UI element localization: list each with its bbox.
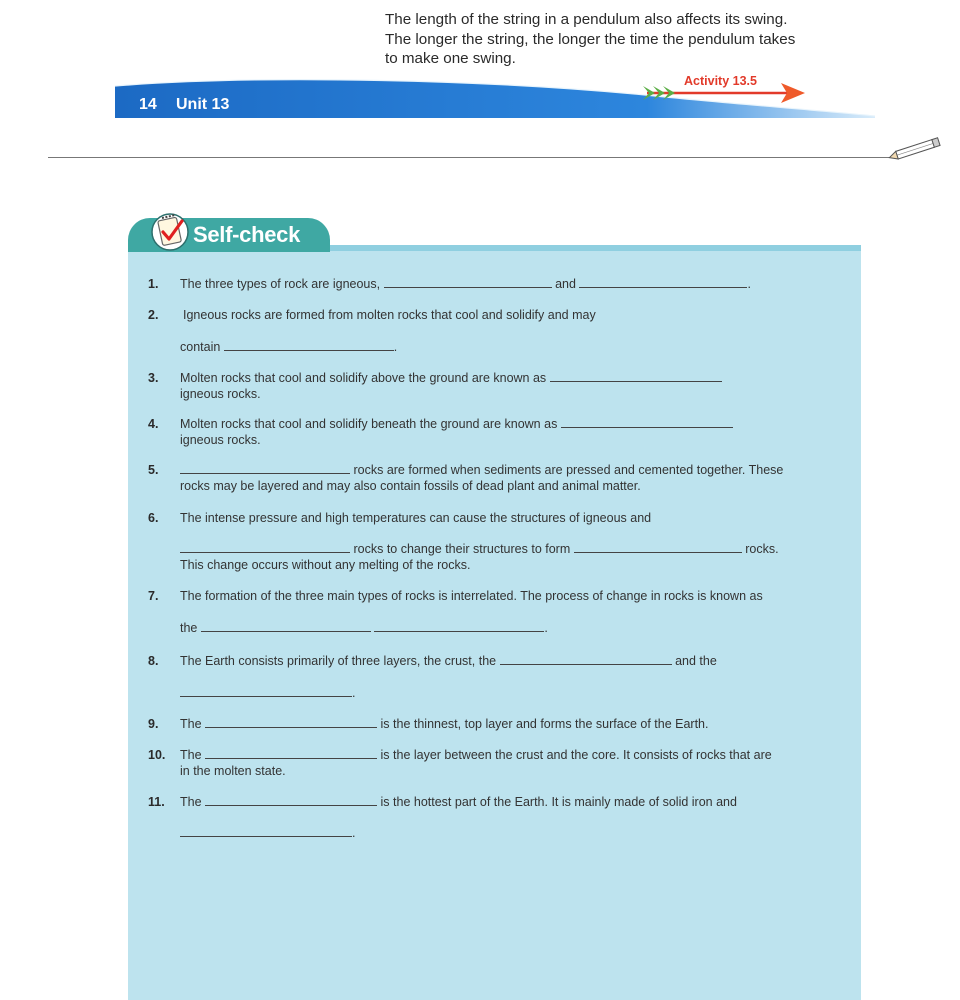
question-text: The Earth consists primarily of three layers, the crust, the [180,654,497,668]
question-text: Molten rocks that cool and solidify above the ground are known as [180,371,547,385]
question-text: and the [675,654,717,668]
intro-line: The length of the string in a pendulum also affects its swing. [385,11,788,28]
question-9 [180,717,708,731]
question-text: The [180,795,202,809]
question-text: contain [180,340,221,354]
question-number: 6. [148,511,159,525]
unit-label: Unit 13 [176,96,230,113]
question-text: is the hottest part of the Earth. It is mainly made of solid iron and [380,795,737,809]
answer-blank[interactable] [201,621,371,632]
answer-blank[interactable] [205,748,377,759]
answer-blank[interactable] [500,654,672,665]
question-text: The formation of the three main types of rocks is interrelated. The process of change in rocks is known as [180,589,763,603]
question-7-line2: the . [180,621,548,635]
question-3 [180,371,722,385]
answer-blank[interactable] [561,417,733,428]
answer-blank[interactable] [550,371,722,382]
question-text: Molten rocks that cool and solidify beneath the ground are known as [180,417,558,431]
answer-blank[interactable] [205,717,377,728]
question-number: 2. [148,308,159,322]
question-text: rocks are formed when sediments are pressed and cemented together. These [353,463,784,477]
question-text: Igneous rocks are formed from molten rocks that cool and solidify and may [183,308,596,322]
question-text: igneous rocks. [180,387,261,401]
answer-blank[interactable] [180,542,350,553]
intro-line: The longer the string, the longer the time the pendulum takes [385,30,796,48]
question-number: 7. [148,589,159,603]
answer-blank[interactable] [579,277,747,288]
question-11-line2: . [180,826,355,840]
question-text: This change occurs without any melting of the rocks. [180,558,471,572]
question-8 [180,654,717,668]
question-number: 8. [148,654,159,668]
question-number: 5. [148,463,159,477]
answer-blank[interactable] [574,542,742,553]
question-text: The [180,717,202,731]
question-1: The three types of rock are igneous, and . [180,277,751,291]
question-number: 9. [148,717,159,731]
question-text: rocks may be layered and may also contain fossils of dead plant and animal matter. [180,479,641,493]
question-text: The [180,748,202,762]
answer-blank[interactable] [180,686,352,697]
page-divider [48,157,903,158]
question-text: rocks. [745,542,779,556]
question-5 [180,463,783,477]
answer-blank[interactable] [180,826,352,837]
question-text: the [180,621,198,635]
question-text: is the thinnest, top layer and forms the surface of the Earth. [380,717,709,731]
answer-blank[interactable] [374,621,544,632]
question-number: 1. [148,277,159,291]
checklist-icon [148,210,192,252]
answer-blank[interactable] [384,277,552,288]
answer-blank[interactable] [224,340,394,351]
intro-line: to make one swing. [385,50,516,67]
pencil-icon [888,136,944,162]
question-number: 10. [148,748,166,762]
question-number: 4. [148,417,159,431]
question-8-line2: . [180,686,355,700]
question-number: 11. [148,795,165,809]
question-text: igneous rocks. [180,433,261,447]
question-4 [180,417,733,431]
question-text: The three types of rock are igneous, [180,277,381,291]
question-text: and [555,277,576,291]
page-number: 14 [139,96,157,113]
question-11 [180,795,737,809]
question-text: The intense pressure and high temperatures can cause the structures of igneous and [180,511,652,525]
question-10 [180,748,772,762]
activity-label: Activity 13.5 [684,74,757,88]
question-number: 3. [148,371,159,385]
question-text: in the molten state. [180,764,286,778]
answer-blank[interactable] [180,463,350,474]
answer-blank[interactable] [205,795,377,806]
question-6-line2 [180,542,779,556]
question-text: is the layer between the crust and the core. It consists of rocks that are [380,748,772,762]
intro-paragraph [385,10,855,69]
selfcheck-title: Self-check [193,222,301,247]
question-text: rocks to change their structures to form [353,542,571,556]
question-2-line2: contain . [180,340,398,354]
